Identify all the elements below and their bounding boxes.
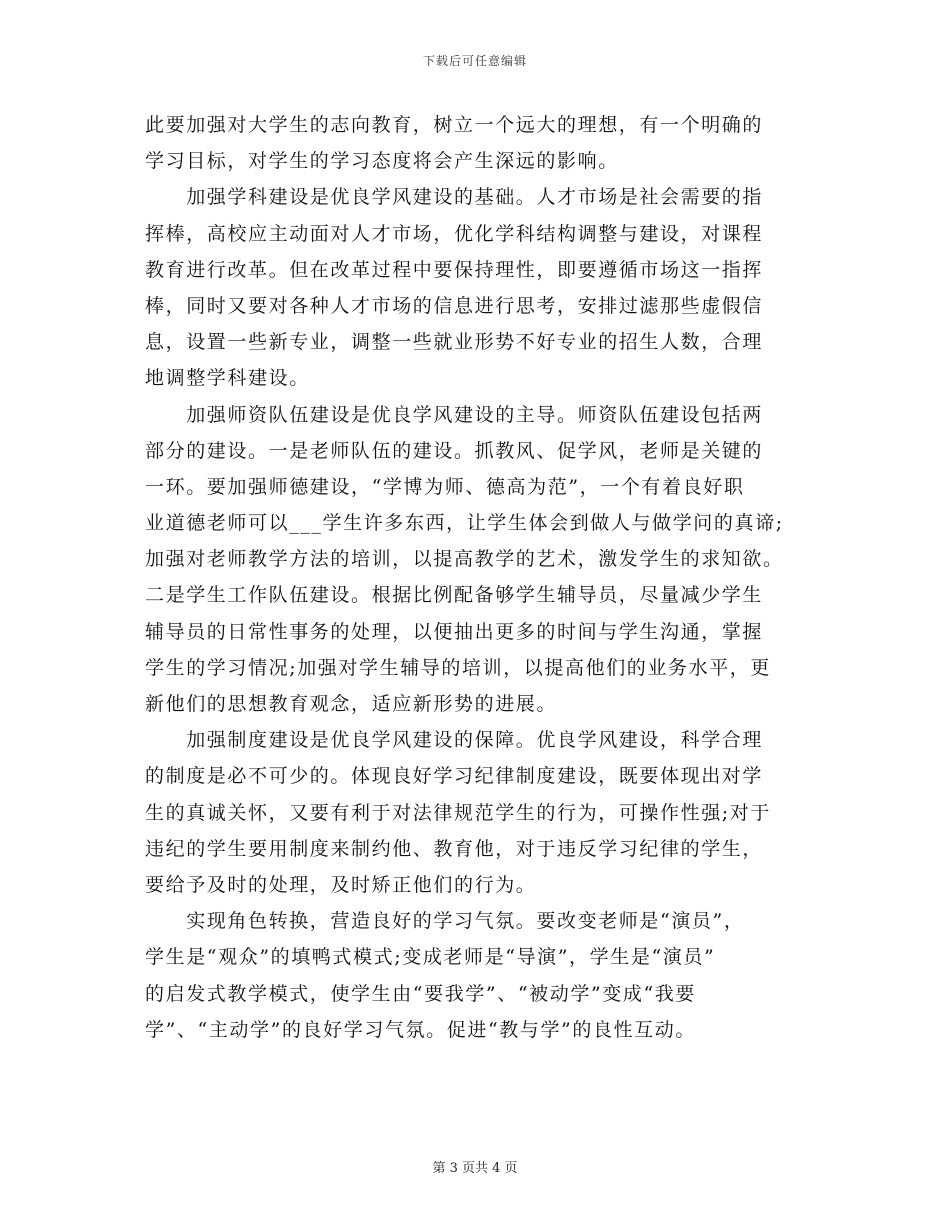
text-line: 业道德老师可以___学生许多东西，让学生体会到做人与做学问的真谛; — [145, 512, 784, 535]
text-line: 违纪的学生要用制度来制约他、教育他，对于违反学习纪律的学生， — [145, 837, 764, 860]
body-text — [145, 107, 810, 1048]
text-line: 地调整学科建设。 — [145, 367, 310, 390]
page-header: 下载后可任意编辑 — [422, 54, 527, 68]
text-line: 加强对老师教学方法的培训，以提高教学的艺术，激发学生的求知欲。 — [145, 548, 784, 571]
text-line: 部分的建设。一是老师队伍的建设。抓教风、促学风，老师是关键的 — [145, 439, 764, 462]
text-line: 学生是“观众”的填鸭式模式;变成老师是“导演”，学生是“演员” — [145, 946, 716, 969]
text-line: 加强制度建设是优良学风建设的保障。优良学风建设，科学合理 — [145, 729, 764, 752]
text-line: 加强师资队伍建设是优良学风建设的主导。师资队伍建设包括两 — [145, 403, 764, 426]
text-line: 辅导员的日常性事务的处理，以便抽出更多的时间与学生沟通，掌握 — [145, 620, 764, 643]
page-footer: 第 3 页共 4 页 — [432, 1161, 518, 1176]
text-line: 棒，同时又要对各种人才市场的信息进行思考，安排过滤那些虚假信 — [145, 294, 764, 317]
text-line: 学”、“主动学”的良好学习气氛。促进“教与学”的良性互动。 — [145, 1018, 696, 1041]
text-line: 息，设置一些新专业，调整一些就业形势不好专业的招生人数，合理 — [145, 331, 764, 354]
text-line: 挥棒，高校应主动面对人才市场，优化学科结构调整与建设，对课程 — [145, 222, 764, 245]
text-line: 实现角色转换，营造良好的学习气氛。要改变老师是“演员”， — [145, 910, 745, 933]
text-line: 的制度是必不可少的。体现良好学习纪律制度建设，既要体现出对学 — [145, 765, 764, 788]
text-line: 二是学生工作队伍建设。根据比例配备够学生辅导员，尽量减少学生 — [145, 584, 764, 607]
text-line: 新他们的思想教育观念，适应新形势的进展。 — [145, 693, 558, 715]
text-line: 加强学科建设是优良学风建设的基础。人才市场是社会需要的指 — [145, 186, 764, 209]
text-line: 一环。要加强师德建设，“学博为师、德高为范”，一个有着良好职 — [145, 475, 745, 498]
text-line: 教育进行改革。但在改革过程中要保持理性，即要遵循市场这一指挥 — [145, 258, 764, 281]
text-line: 学生的学习情况;加强对学生辅导的培训，以提高他们的业务水平，更 — [145, 656, 772, 679]
text-line: 的启发式教学模式，使学生由“要我学”、“被动学”变成“我要 — [145, 982, 696, 1005]
text-line: 要给予及时的处理，及时矫正他们的行为。 — [145, 873, 537, 896]
text-line: 此要加强对大学生的志向教育，树立一个远大的理想，有一个明确的 — [145, 114, 764, 136]
text-line: 生的真诚关怀，又要有利于对法律规范学生的行为，可操作性强;对于 — [145, 801, 772, 824]
text-line: 学习目标，对学生的学习态度将会产生深远的影响。 — [145, 150, 619, 173]
